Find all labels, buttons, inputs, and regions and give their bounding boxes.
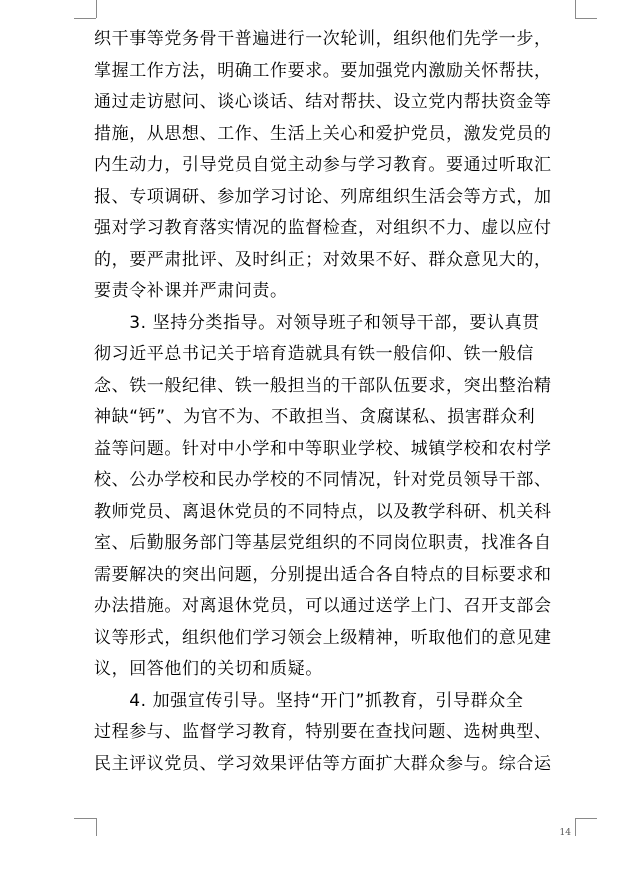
text-line: 益等问题。针对中小学和中等职业学校、城镇学校和农村学 <box>94 438 552 459</box>
body-text <box>94 24 584 780</box>
section-3-heading-line: 3. 坚持分类指导。对领导班子和领导干部，要认真贯 <box>94 312 540 333</box>
text-line: 织干事等党务骨干普遍进行一次轮训，组织他们先学一步， <box>94 29 552 49</box>
text-line: 强对学习教育落实情况的监督检查，对组织不力、虚以应付 <box>94 218 552 238</box>
crop-mark-bottom-right-vertical <box>575 818 576 836</box>
crop-mark-bottom-left-vertical <box>96 818 97 836</box>
text-line: 办法措施。对离退休党员，可以通过送学上门、召开支部会 <box>94 596 552 616</box>
text-line: 室、后勤服务部门等基层党组织的不同岗位职责，找准各自 <box>94 533 552 553</box>
text-line: 要责令补课并严肃问责。 <box>94 281 288 301</box>
crop-mark-top-left-horizontal <box>74 18 96 19</box>
text-line: 民主评议党员、学习效果评估等方面扩大群众参与。综合运 <box>94 753 552 774</box>
text-line: 过程参与、监督学习教育，特别要在查找问题、选树典型、 <box>94 722 552 742</box>
text-line: 通过走访慰问、谈心谈话、结对帮扶、设立党内帮扶资金等 <box>94 92 552 112</box>
text-line: 校、公办学校和民办学校的不同情况，针对党员领导干部、 <box>94 470 552 490</box>
text-line: 神缺“钙”、为官不为、不敢担当、贪腐谋私、损害群众利 <box>94 407 536 427</box>
text-line: 议，回答他们的关切和质疑。 <box>94 659 323 679</box>
text-line: 需要解决的突出问题，分别提出适合各自特点的目标要求和 <box>94 564 552 585</box>
crop-mark-bottom-right-horizontal <box>575 818 597 819</box>
section-4-heading-line: 4. 加强宣传引导。坚持“开门”抓教育，引导群众全 <box>94 690 524 711</box>
crop-mark-top-right-vertical <box>575 0 576 18</box>
text-line: 念、铁一般纪律、铁一般担当的干部队伍要求，突出整治精 <box>94 375 552 396</box>
text-line: 议等形式，组织他们学习领会上级精神，听取他们的意见建 <box>94 627 552 648</box>
text-line: 的，要严肃批评、及时纠正；对效果不好、群众意见大的， <box>94 249 552 270</box>
text-line: 掌握工作方法，明确工作要求。要加强党内激励关怀帮扶， <box>94 60 552 81</box>
crop-mark-top-left-vertical <box>96 0 97 18</box>
crop-mark-bottom-left-horizontal <box>74 818 96 819</box>
text-line: 措施，从思想、工作、生活上关心和爱护党员，激发党员的 <box>94 123 552 144</box>
crop-mark-top-right-horizontal <box>575 18 597 19</box>
text-line: 教师党员、离退休党员的不同特点，以及教学科研、机关科 <box>94 501 552 522</box>
text-line: 报、专项调研、参加学习讨论、列席组织生活会等方式，加 <box>94 186 552 207</box>
text-line: 内生动力，引导党员自觉主动参与学习教育。要通过听取汇 <box>94 155 552 175</box>
page-number: 14 <box>559 828 571 838</box>
text-line: 彻习近平总书记关于培育造就具有铁一般信仰、铁一般信 <box>94 344 534 364</box>
